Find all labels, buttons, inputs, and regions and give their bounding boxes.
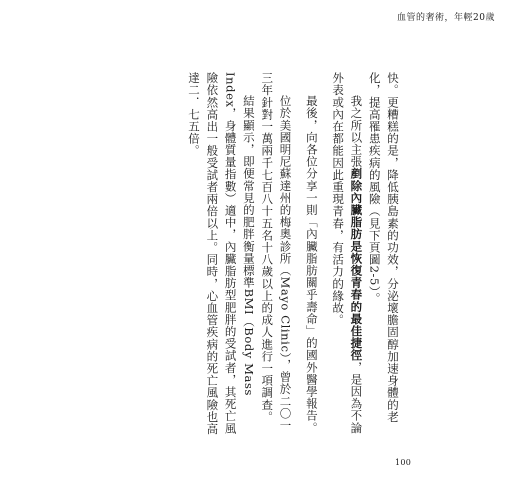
paragraph-1: 快。更糟糕的是，降低胰島素的功效，分泌壞膽固醇加速身體的老化，提高罹患疾病的風險（見下頁圖2-5）。 [367, 72, 400, 423]
paragraph-3: 最後，向各位分享一則「內臟脂肪關乎壽命」的國外醫學報告。 [304, 95, 319, 434]
emphasis-text: 剷除內臟脂肪是恢復青春的最佳捷徑 [349, 167, 364, 362]
paragraph-2-lead: 我之所以主張 [349, 95, 364, 168]
page-number: 100 [395, 458, 412, 467]
paragraph-2-tail: ，是因為不論外表或內在都能因此重現青春，有活力的緣故。 [331, 72, 364, 434]
running-header: 血管的奢術，年輕20歲 [397, 13, 495, 23]
body-text [122, 72, 402, 437]
paragraph-5: 結果顯示，即便常見的肥胖衡量標準BMI（Body Mass Index，身體質量指數）適中，內臟脂肪型肥胖的受試者，其死亡風險依然高出一般受試者兩倍以上。同時，心血管疾病的死亡風險也高達二．七五倍。 [187, 72, 256, 435]
paragraph-2 [329, 72, 366, 437]
paragraph-4: 位於美國明尼蘇達州的梅奧診所（Mayo Clinic），曾於二〇一三年針對一萬兩千七百八十五名十八歲以上的成人進行一項調查。 [260, 72, 293, 432]
